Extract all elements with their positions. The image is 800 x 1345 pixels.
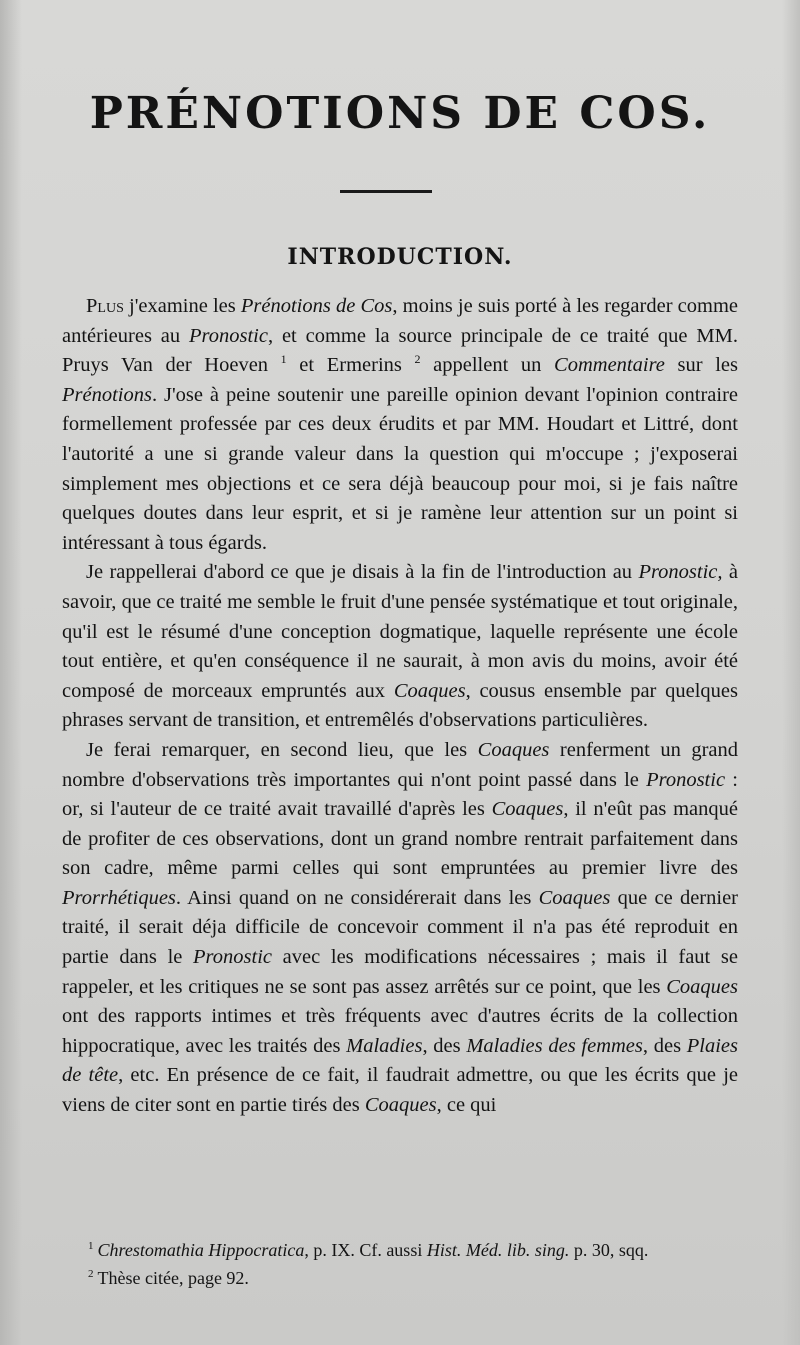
italic-text: Coaques (477, 738, 550, 761)
italic-text: Pronostic, (638, 561, 723, 584)
paragraph-3 (62, 736, 738, 1121)
italic-text: Maladies des femmes (466, 1034, 643, 1057)
italic-text: Commentaire (554, 354, 665, 377)
text-run: Thèse citée, page 92. (97, 1268, 249, 1288)
text-run: j'examine les (123, 295, 241, 317)
text-run: , ce qui (436, 1094, 497, 1117)
italic-text: Coaques (393, 679, 466, 702)
body-text (62, 292, 738, 1121)
text-run: . J'ose à peine soutenir une pareille opinion devant l'opinion contraire formellement professée par ces deux érudits et par MM. Houdart et Littré, dont l'autorité a une si grande valeur dans la question qui m'occupe ; j'exposerai simplement mes objections et ce sera déjà beaucoup pour moi, si je fais naître quelques doutes dans leur esprit, et si je ramène leur attention sur un point si intéressant à tous égards. (62, 383, 738, 554)
italic-text: Maladies (346, 1034, 423, 1057)
footnote-number: 1 (88, 1240, 94, 1252)
page-title: PRÉNOTIONS DE COS. (89, 88, 711, 139)
italic-text: Pronostic (189, 324, 268, 347)
text-run: Je rappellerai d'abord ce que je disais à la fin de l'introduction au (86, 561, 639, 584)
footnote-1 (62, 1236, 738, 1264)
paragraph-2 (62, 558, 738, 736)
text-run: , etc. En présence de ce fait, il faudrait admettre, ou que les écrits que je viens de citer sont en partie tirés des (62, 1064, 738, 1117)
italic-text: Prénotions de Cos (240, 295, 393, 317)
text-run: , cousus ensemble par quelques phrases servant de transition, et entremêlés d'observations particulières. (62, 679, 738, 732)
text-run: p. 30, sqq. (569, 1240, 649, 1260)
text-run: et Ermerins (286, 354, 415, 377)
italic-text: Pronostic (646, 768, 726, 791)
text-run: , il n'eût pas manqué de profiter de ces observations, dont un grand nombre rentrait parfaitement dans son cadre, même parmi celles qui sont empruntées au premier livre des (62, 798, 738, 880)
paragraph-1 (62, 292, 738, 558)
text-run: appellent un (420, 354, 555, 377)
text-run: , moins je suis porté à les regarder comme antérieures au (62, 295, 738, 347)
footnote-reference: 1 (280, 352, 287, 367)
italic-text: Coaques (666, 975, 738, 998)
text-run: , et comme la source principale de ce traité que MM. Pruys Van der Hoeven (62, 324, 738, 377)
text-run: . Ainsi quand on ne considérerait dans les (175, 886, 539, 909)
italic-text: Coaques (491, 798, 564, 821)
text-run: avec les modifications nécessaires ; mais il faut se rappeler, et les critiques ne se sont pas assez arrêtés sur ce point, que les (62, 946, 738, 998)
section-heading: INTRODUCTION. (287, 244, 513, 270)
italic-text: Prorrhétiques (62, 886, 176, 909)
italic-text: Plaies de tête (62, 1034, 739, 1087)
italic-text: Coaques (364, 1094, 437, 1117)
text-run: Je ferai remarquer, en second lieu, que les (86, 738, 478, 761)
text-run: , des (642, 1034, 687, 1057)
text-run: renferment un grand nombre d'observations très importantes qui n'ont point passé dans le (62, 738, 738, 791)
text-run: à savoir, que ce traité me semble le fruit d'une pensée systématique et tout originale, qu'il est le résumé d'une conception dogmatique, laquelle représente une école tout entière, et qu'en conséquence il ne saurait, à mon avis du moins, avoir été composé de morceaux empruntés aux (62, 561, 739, 702)
italic-text: Hist. Méd. lib. sing. (426, 1240, 570, 1260)
italic-text: Prénotions (62, 383, 152, 406)
italic-text: Chrestomathia Hippocratica (97, 1240, 305, 1260)
lead-word: Plus (86, 295, 124, 317)
footnote-2 (62, 1264, 738, 1292)
text-run: : or, si l'auteur de ce traité avait travaillé d'après les (62, 768, 738, 821)
footnote-reference: 2 (414, 352, 421, 367)
footnotes (62, 1236, 738, 1292)
text-run: , p. IX. Cf. aussi (304, 1240, 427, 1260)
title-rule (340, 190, 432, 193)
text-run: que ce dernier traité, il serait déja difficile de concevoir comment il n'a pas été reproduit en partie dans le (62, 886, 738, 969)
text-run: , des (422, 1034, 467, 1057)
text-run: ont des rapports intimes et très fréquents avec d'autres écrits de la collection hippocratique, avec les traités des (62, 1005, 738, 1057)
italic-text: Coaques (538, 886, 611, 909)
text-run: sur les (664, 354, 738, 377)
footnote-number: 2 (88, 1268, 94, 1280)
italic-text: Pronostic (193, 946, 272, 969)
